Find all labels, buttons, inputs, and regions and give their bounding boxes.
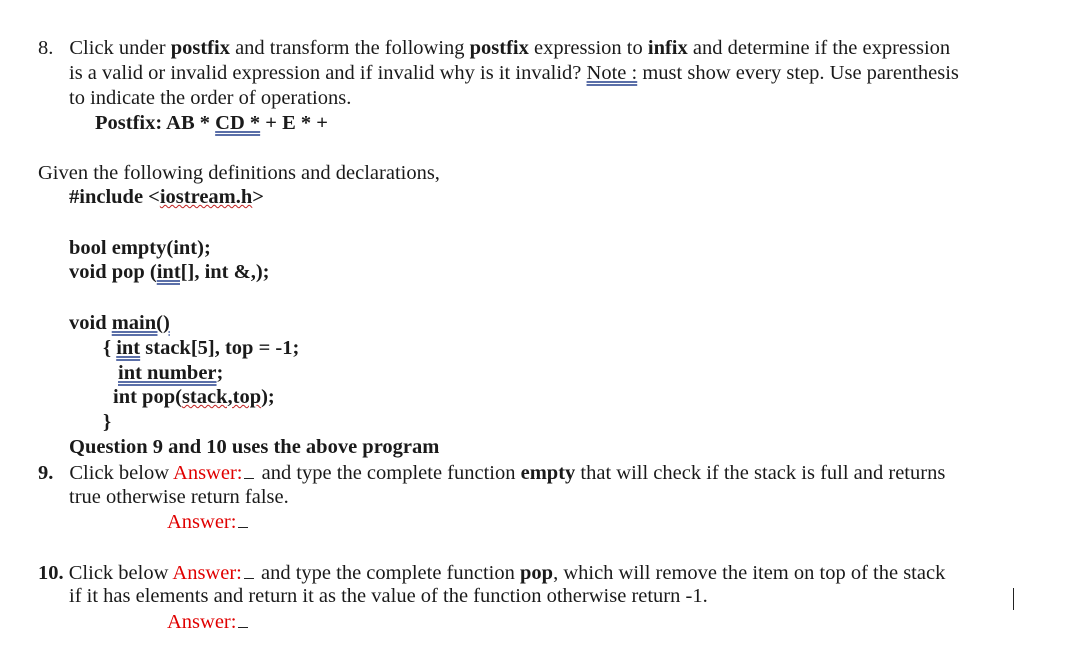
postfix-expression: Postfix: AB * CD * + E * +	[95, 112, 328, 134]
q9-answer-field-blank[interactable]	[238, 509, 248, 528]
questions-note: Question 9 and 10 uses the above program	[69, 436, 440, 458]
pop-prototype: void pop (int[], int &,);	[69, 261, 270, 283]
note-label: Note :	[586, 62, 638, 84]
postfix-cd: CD *	[215, 112, 261, 134]
pop-call: int pop(stack,top);	[113, 386, 275, 408]
q9-number: 9.	[38, 462, 54, 484]
q9-answer-field[interactable]: Answer:	[167, 509, 250, 535]
q9-answer-label: Answer:	[173, 462, 243, 484]
q8-line-2: is a valid or invalid expression and if invalid why is it invalid? Note : must show every step. Use parenthesis	[69, 62, 959, 84]
q10-answer-label: Answer:	[172, 562, 242, 584]
q8-line-3: to indicate the order of operations.	[69, 87, 352, 109]
text-cursor	[1013, 588, 1014, 610]
q10-number: 10.	[38, 562, 64, 584]
include-file: iostream.h	[159, 186, 253, 208]
q10-answer-blank[interactable]	[244, 560, 254, 579]
q9-line-2: true otherwise return false.	[69, 486, 289, 508]
q10-line-2: if it has elements and return it as the value of the function otherwise return -1.	[69, 585, 708, 607]
q10-line-1: 10. Click below Answer: and type the complete function pop, which will remove the item on top of the stack	[38, 562, 946, 584]
q8-number: 8.	[38, 37, 54, 59]
empty-prototype: bool empty(int);	[69, 237, 211, 259]
q8-line-1: 8. Click under postfix and transform the following postfix expression to infix and determine if the expression	[38, 37, 951, 59]
number-declaration: int number;	[118, 362, 224, 384]
stack-declaration: { int stack[5], top = -1;	[103, 337, 300, 359]
main-close-brace: }	[103, 411, 112, 433]
q9-answer-blank[interactable]	[244, 460, 254, 479]
q10-answer-field-blank[interactable]	[238, 609, 248, 628]
main-signature: void main()	[69, 312, 170, 334]
include-line: #include <iostream.h>	[69, 186, 264, 208]
q10-answer-field[interactable]: Answer:	[167, 609, 250, 635]
q9-line-1: 9. Click below Answer: and type the complete function empty that will check if the stack is full and returns	[38, 462, 946, 484]
decl-intro: Given the following definitions and declarations,	[38, 162, 440, 184]
